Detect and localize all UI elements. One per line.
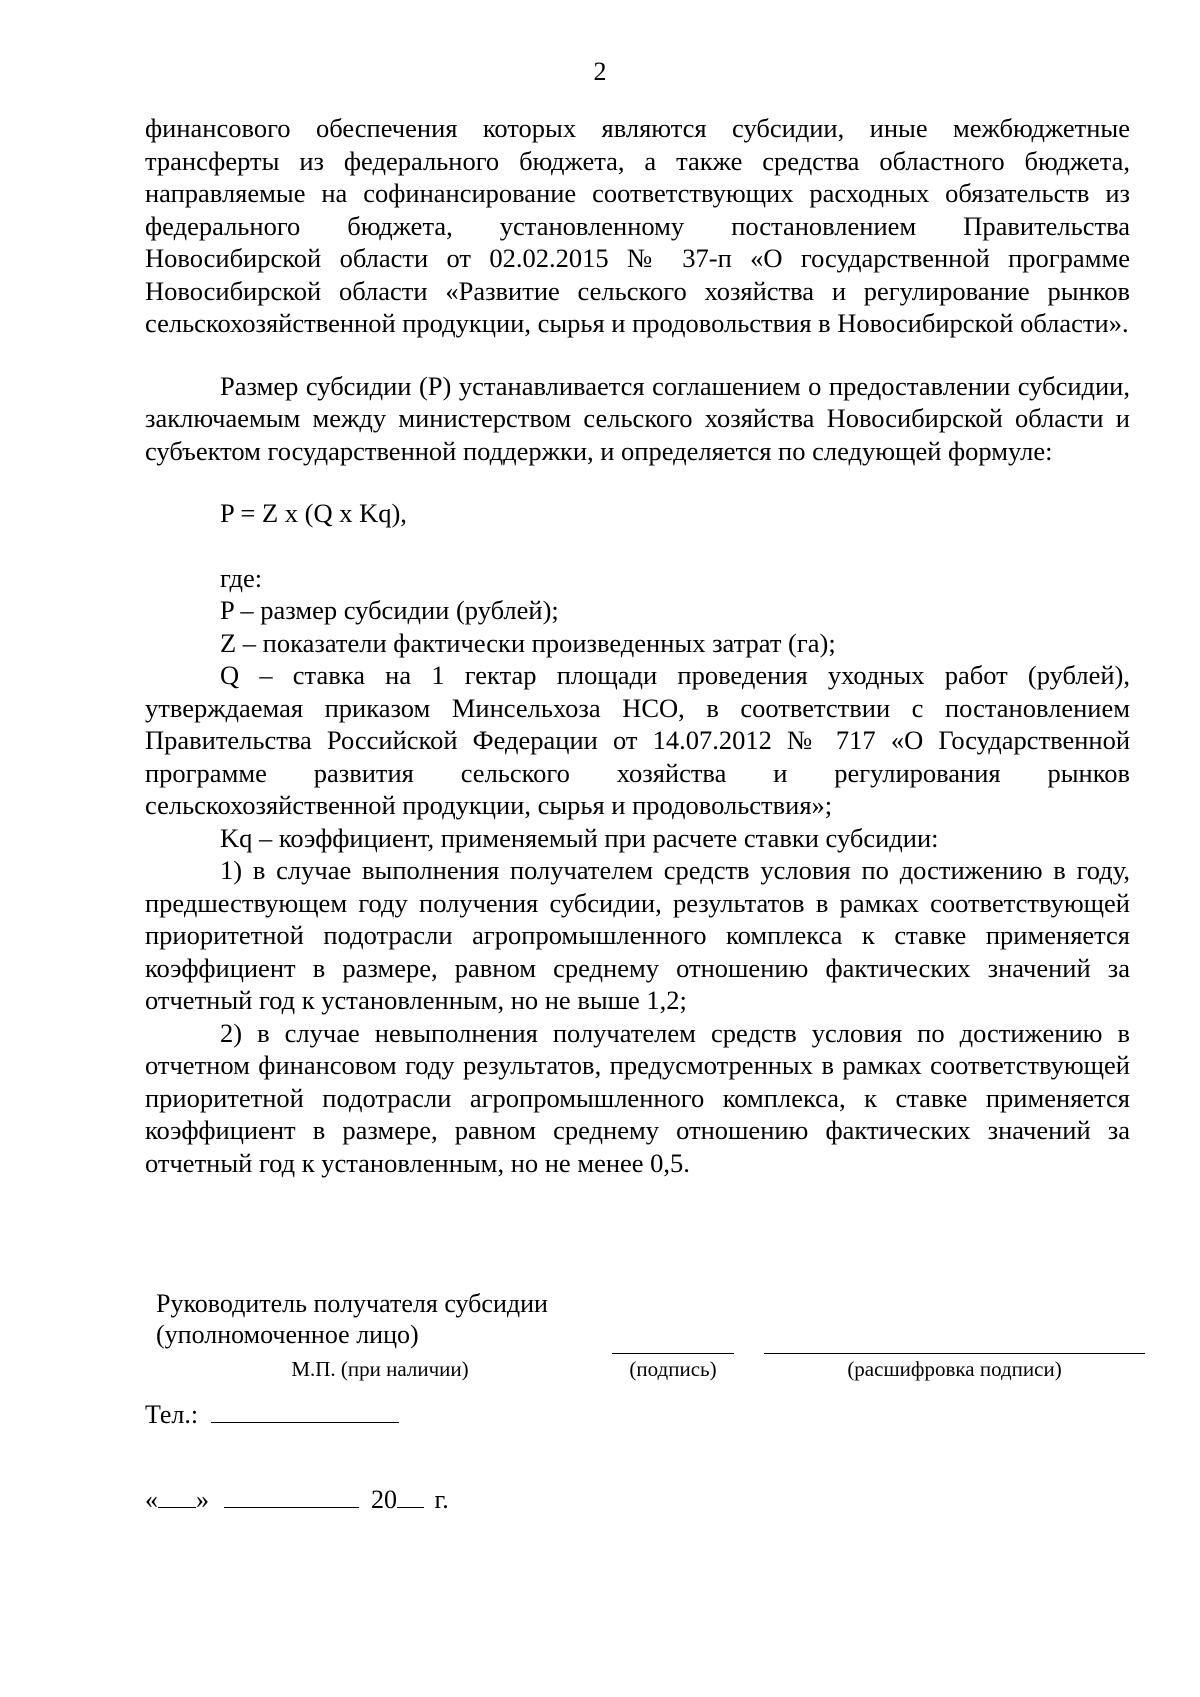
definition-p: P – размер субсидии (рублей);: [220, 595, 559, 625]
spacer: [145, 530, 1130, 562]
year-suffix: г.: [434, 1485, 449, 1514]
date-open-quote: «: [145, 1485, 158, 1514]
signature-caption: (подпись): [629, 1357, 717, 1381]
signatory-title: [156, 1288, 548, 1350]
case-1: 1) в случае выполнения получателем средств условия по достижению в году, предшествующем году получения субсидии, результатов в рамках соответствующей приоритетной подотрасли агропромышленного комплекса к ставке применяется коэффициент в размере, равном среднему отношению фактических значений за отчетный год к установленным, но не выше 1,2;: [145, 855, 1130, 1015]
paragraph-continuation: финансового обеспечения которых являются субсидии, иные межбюджетные трансферты из федерального бюджета, а также средства областного бюджета, направляемые на софинансирование соответствующих расходных обязательств из федерального бюджета, установленному постановлением Правительства Новосибирской области от 02.02.2015 № 37-п «О государственной программе Новосибирской области «Развитие сельского хозяйства и регулирование рынков сельскохозяйственной продукции, сырья и продовольствия в Новосибирской области».: [145, 113, 1130, 338]
where-label: где:: [220, 562, 263, 593]
signature-line: [612, 1353, 734, 1354]
year-prefix: 20: [371, 1485, 397, 1514]
definition-q: Q – ставка на 1 гектар площади проведения уходных работ (рублей), утверждаемая приказом Минсельхоза НСО, в соответствии с постановлением Правительства Российской Федерации от 14.07.2012 № 717 «О Государственной программе развития сельского хозяйства и регулирования рынков сельскохозяйственной продукции, сырья и продовольствия»;: [145, 660, 1130, 820]
paragraph-subsidy-size: Размер субсидии (Р) устанавливается соглашением о предоставлении субсидии, заключаемым между министерством сельского хозяйства Новосибирской области и субъектом государственной поддержки, и определяется по следующей формуле:: [145, 370, 1130, 466]
case-2: 2) в случае невыполнения получателем средств условия по достижению в отчетном финансовом году результатов, предусмотренных в рамках соответствующей приоритетной подотрасли агропромышленного комплекса, к ставке применяется коэффициент в размере, равном среднему отношению фактических значений за отчетный год к установленным, но не менее 0,5.: [145, 1017, 1130, 1178]
date-close-quote: »: [196, 1485, 209, 1514]
month-blank-line: [224, 1485, 359, 1508]
decoding-line: [764, 1353, 1145, 1354]
day-blank-line: [158, 1485, 196, 1508]
date-row: [145, 1485, 449, 1515]
decoding-caption: (расшифровка подписи): [847, 1357, 1062, 1381]
year-blank-line: [397, 1485, 424, 1508]
signatory-title-line-1: Руководитель получателя субсидии: [156, 1289, 548, 1318]
page-number: 2: [593, 57, 607, 86]
signatory-title-line-2: (уполномоченное лицо): [156, 1320, 419, 1349]
phone-label: Тел.:: [145, 1400, 199, 1429]
phone-blank-line: [211, 1400, 399, 1423]
document-body: [145, 112, 1130, 1179]
definition-z: Z – показатели фактически произведенных затрат (га);: [220, 627, 836, 658]
spacer: [145, 467, 1130, 497]
signature-block: [0, 1288, 1200, 1388]
spacer: [145, 340, 1130, 370]
formula: P = Z x (Q x Kq),: [220, 498, 407, 528]
phone-row: [145, 1400, 399, 1430]
stamp-caption: М.П. (при наличии): [291, 1357, 469, 1381]
definition-kq: Kq – коэффициент, применяемый при расчете ставки субсидии:: [220, 822, 939, 853]
